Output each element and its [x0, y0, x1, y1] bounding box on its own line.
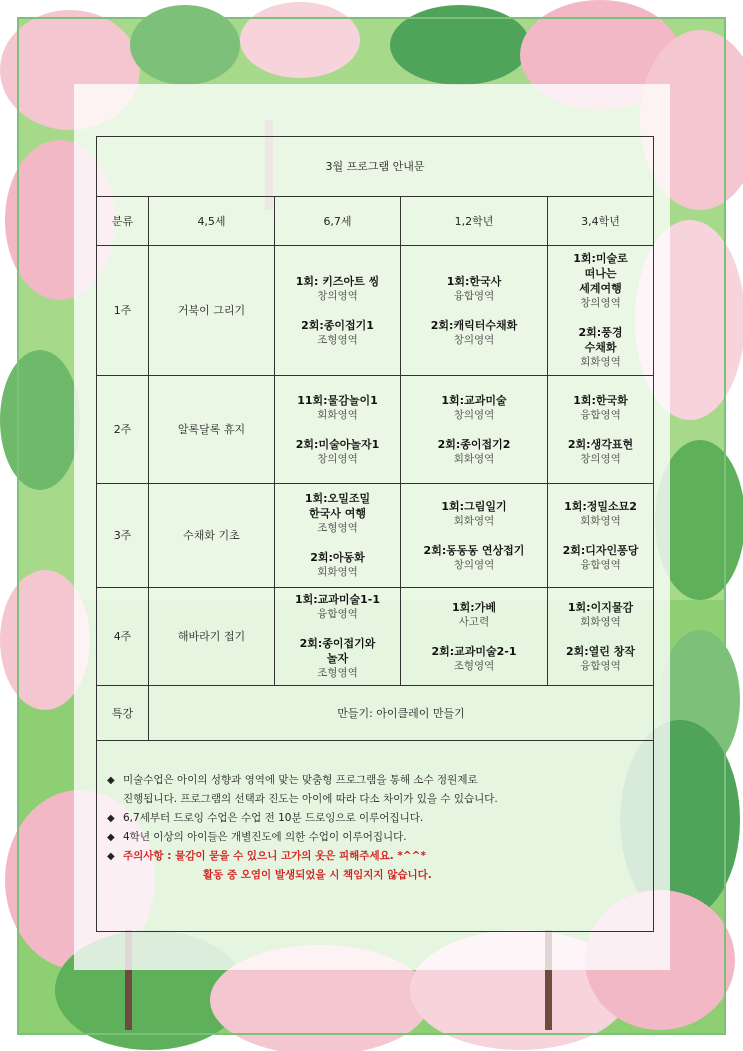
session2-area: 조형영역: [317, 667, 358, 679]
warning-text-continued: 활동 중 오염이 발생되었을 시 책임지지 않습니다.: [203, 869, 432, 881]
session2-title: 2회:교과미술2-1: [431, 644, 517, 658]
age45-cell: 알록달록 휴지: [149, 376, 275, 484]
table-row: [97, 376, 654, 484]
session1-area: 회화영역: [580, 615, 621, 628]
special-text: 만들기: 아이클레이 만들기: [149, 686, 654, 741]
page-title: 3월 프로그램 안내문: [97, 137, 654, 197]
note-text: 4학년 이상의 아이들은 개별진도에 의한 수업이 이루어집니다.: [123, 831, 407, 843]
session2-area: 회화영역: [453, 452, 495, 465]
note-item: [107, 809, 651, 828]
session2-title: 2회:디자인퐁당: [562, 543, 639, 557]
session1-area: 창의영역: [317, 289, 358, 302]
session1-title: 1회:한국사: [446, 274, 502, 288]
diamond-bullet-icon: ◆: [107, 813, 115, 824]
diamond-bullet-icon: ◆: [107, 832, 115, 843]
session1-area: 회화영역: [580, 514, 621, 527]
session1-title: 한국사 여행: [309, 507, 366, 520]
session2-title: 2회:풍경: [578, 326, 623, 339]
session1-title: 1회: 키즈아트 씽: [295, 274, 380, 288]
table-row: [97, 588, 654, 686]
diamond-bullet-icon: ◆: [107, 851, 115, 862]
week-label: 1주: [97, 246, 149, 376]
table-row: [97, 484, 654, 588]
session1-title: 1회:교과미술1-1: [294, 593, 381, 606]
session1-title: 떠나는: [584, 267, 617, 280]
header-grade-12: 1,2학년: [401, 197, 548, 246]
note-text: 6,7세부터 드로잉 수업은 수업 전 10분 드로잉으로 이루어집니다.: [123, 812, 424, 824]
note-item: [107, 828, 651, 847]
note-text: 미술수업은 아이의 성향과 영역에 맞는 맞춤형 프로그램을 통해 소수 정원제로: [123, 774, 478, 786]
session1-title: 1회:정밀소묘2: [564, 499, 637, 513]
header-age-45: 4,5세: [149, 197, 275, 246]
session1-title: 1회:그림일기: [441, 499, 507, 513]
session2-title: 수채화: [584, 341, 617, 354]
session1-title: 1회:이지물감: [567, 600, 634, 614]
header-age-67: 6,7세: [275, 197, 401, 246]
age45-cell: 거북이 그리기: [149, 246, 275, 376]
session2-title: 2회:미술아놀자1: [295, 437, 380, 451]
week-label: 4주: [97, 588, 149, 686]
grade12-cell: [401, 484, 548, 588]
session2-title: 2회:종이접기1: [301, 318, 374, 332]
session1-title: 세계여행: [579, 282, 622, 295]
session2-title: 2회:캐릭터수채화: [430, 318, 518, 332]
grade34-cell: [548, 588, 654, 686]
session2-area: 조형영역: [317, 333, 358, 346]
session2-title: 2회:생각표현: [567, 437, 634, 451]
session2-area: 창의영역: [317, 452, 358, 465]
session1-area: 회화영역: [317, 408, 358, 421]
session1-area: 사고력: [458, 615, 490, 628]
session1-title: 11회:물감놀이1: [297, 393, 378, 407]
session1-area: 회화영역: [453, 514, 495, 527]
grade34-cell: [548, 376, 654, 484]
grade12-cell: [401, 588, 548, 686]
age67-cell: [275, 376, 401, 484]
session2-title: 2회:열린 창작: [566, 644, 636, 658]
session1-title: 1회:가베: [452, 600, 496, 614]
age45-cell: 수채화 기초: [149, 484, 275, 588]
warning-text: 주의사항 : 물감이 묻을 수 있으니 고가의 옷은 피해주세요. *^^*: [123, 850, 426, 862]
note-item-warning: [107, 847, 651, 866]
session2-title: 2회:아동화: [310, 551, 365, 564]
session2-title: 2회:종이접기와: [299, 637, 376, 650]
session2-area: 융합영역: [580, 659, 621, 672]
session2-title: 2회:종이접기2: [437, 437, 511, 451]
session1-title: 1회:오밀조밀: [304, 492, 371, 505]
week-label: 2주: [97, 376, 149, 484]
table-row: [97, 246, 654, 376]
grade34-cell: [548, 246, 654, 376]
special-row: [97, 686, 654, 741]
note-text-continued: 진행됩니다. 프로그램의 선택과 진도는 아이에 따라 다소 차이가 있을 수 있습니다.: [123, 793, 498, 805]
session2-area: 회화영역: [580, 356, 621, 368]
diamond-bullet-icon: ◆: [107, 775, 115, 786]
header-row: [97, 197, 654, 246]
header-category: 분류: [97, 197, 149, 246]
session2-title: 놀자: [326, 652, 349, 665]
week-label: 3주: [97, 484, 149, 588]
session2-area: 창의영역: [453, 333, 495, 346]
age67-cell: [275, 588, 401, 686]
session2-area: 회화영역: [317, 566, 358, 578]
session1-area: 융합영역: [317, 608, 358, 620]
age67-cell: [275, 246, 401, 376]
session1-title: 1회:한국화: [573, 393, 628, 407]
session1-title: 1회:교과미술: [441, 393, 507, 407]
age45-cell: 해바라기 접기: [149, 588, 275, 686]
session2-area: 창의영역: [453, 558, 495, 571]
program-table: [96, 136, 654, 932]
session1-area: 조형영역: [317, 522, 358, 534]
session1-title: 1회:미술로: [573, 252, 628, 265]
notes-list: [99, 741, 651, 885]
notes-cell: [97, 741, 654, 932]
grade34-cell: [548, 484, 654, 588]
grade12-cell: [401, 376, 548, 484]
session2-area: 조형영역: [453, 659, 495, 672]
session1-area: 융합영역: [580, 408, 621, 421]
session2-area: 창의영역: [580, 452, 621, 465]
note-item: [107, 771, 651, 790]
grade12-cell: [401, 246, 548, 376]
session1-area: 창의영역: [580, 297, 621, 309]
session2-title: 2회:동동동 연상접기: [423, 543, 525, 557]
special-label: 특강: [97, 686, 149, 741]
session2-area: 융합영역: [580, 558, 621, 571]
age67-cell: [275, 484, 401, 588]
header-grade-34: 3,4학년: [548, 197, 654, 246]
notes-row: [97, 741, 654, 932]
session1-area: 융합영역: [453, 289, 495, 302]
session1-area: 창의영역: [453, 408, 495, 421]
